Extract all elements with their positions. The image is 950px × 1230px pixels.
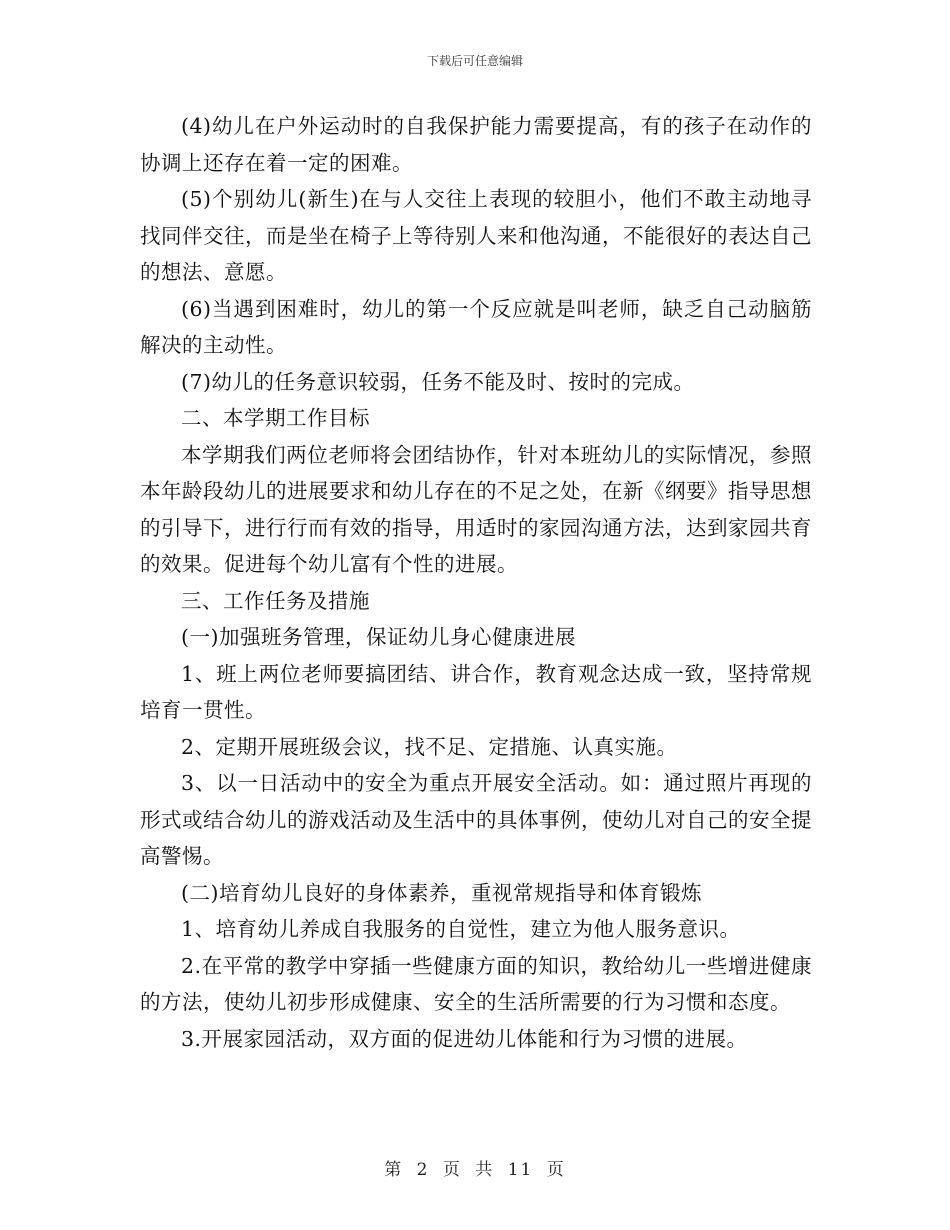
paragraph-item-5: (5)个别幼儿(新生)在与人交往上表现的较胆小，他们不敢主动地寻找同伴交往，而是坐在椅子上等待别人来和他沟通，不能很好的表达自己的想法、意愿。 (140, 187, 812, 284)
subheading-class-management: (一)加强班务管理，保证幼儿身心健康进展 (181, 625, 576, 649)
paragraph-task-3: 3、以一日活动中的安全为重点开展安全活动。如：通过照片再现的形式或结合幼儿的游戏活动及生活中的具体事例，使幼儿对自己的安全提高警惕。 (140, 771, 812, 868)
paragraph-task-1: 1、班上两位老师要搞团结、讲合作，教育观念达成一致，坚持常规培育一贯性。 (140, 661, 812, 722)
subheading-physical-quality: (二)培育幼儿良好的身体素养，重视常规指导和体育锻炼 (181, 880, 702, 905)
paragraph-goals: 本学期我们两位老师将会团结协作，针对本班幼儿的实际情况，参照本年龄段幼儿的进展要求和幼儿存在的不足之处，在新《纲要》指导思想的引导下，进行行而有效的指导，用适时的家园沟通方法，达到家园共育的效果。促进每个幼儿富有个性的进展。 (140, 442, 812, 576)
paragraph-item-7: (7)幼儿的任务意识较弱，任务不能及时、按时的完成。 (181, 369, 695, 394)
section-heading-tasks: 三、工作任务及措施 (181, 588, 370, 613)
paragraph-item-6: (6)当遇到困难时，幼儿的第一个反应就是叫老师，缺乏自己动脑筋解决的主动性。 (140, 296, 812, 357)
paragraph-physical-1: 1、培育幼儿养成自我服务的自觉性，建立为他人服务意识。 (181, 917, 741, 941)
section-heading-goals: 二、本学期工作目标 (181, 406, 370, 430)
page-header: 下载后可任意编辑 (426, 54, 523, 68)
paragraph-physical-3: 3.开展家园活动，双方面的促进幼儿体能和行为习惯的进展。 (181, 1026, 748, 1051)
paragraph-task-2: 2、定期开展班级会议，找不足、定措施、认真实施。 (181, 734, 678, 759)
paragraph-item-4: (4)幼儿在户外运动时的自我保护能力需要提高，有的孩子在动作的协调上还存在着一定的困难。 (140, 114, 812, 175)
page-number: 第 2 页 共 11 页 (384, 1160, 566, 1180)
paragraph-physical-2: 2.在平常的教学中穿插一些健康方面的知识，教给幼儿一些增进健康的方法，使幼儿初步形成健康、安全的生活所需要的行为习惯和态度。 (140, 953, 812, 1014)
document-body (140, 108, 812, 1057)
